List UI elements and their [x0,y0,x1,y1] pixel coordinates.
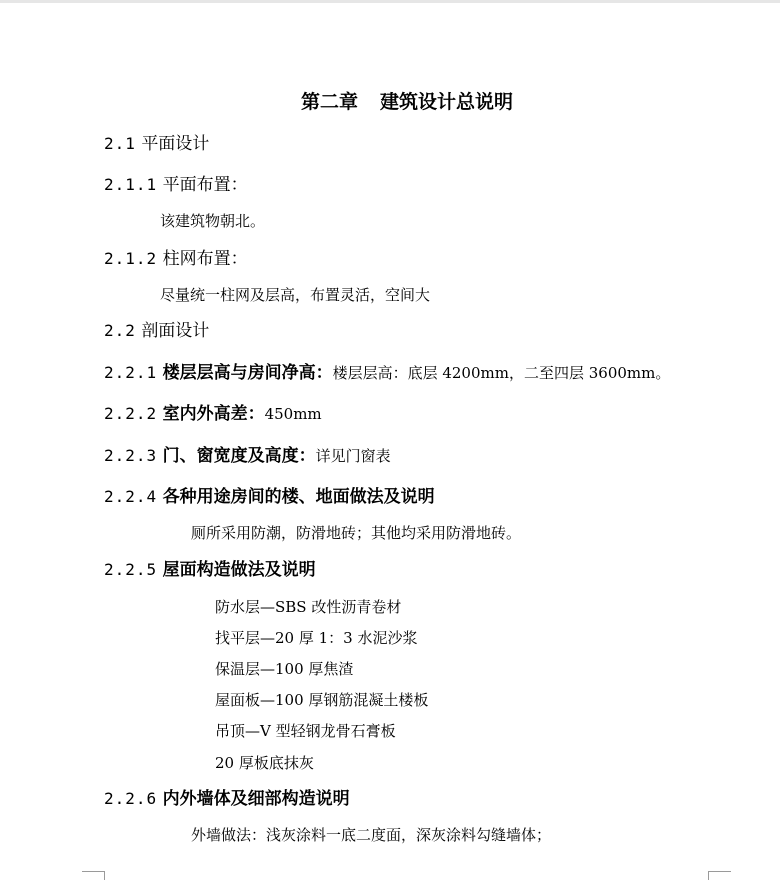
section-label: 屋面构造做法及说明 [162,560,316,580]
roof-layer-item: 保温层—100 厚焦渣 [215,660,354,678]
section-label: 内外墙体及细部构造说明 [162,789,350,809]
section-number: 2.1.2 [104,249,158,268]
section-number: 2.2.2 [104,404,158,423]
section-label: 平面布置： [162,175,248,195]
section-2-2-heading [104,323,209,340]
section-2-2-6-heading [104,791,350,808]
section-value: 详见门窗表 [315,447,391,465]
roof-layer-item: 20 厚板底抹灰 [215,754,314,772]
section-label: 柱网布置： [162,249,248,269]
section-label: 各种用途房间的楼、地面做法及说明 [162,487,435,507]
section-2-1-1-heading [104,177,248,194]
section-number: 2.2.5 [104,560,158,579]
section-label: 剖面设计 [141,321,210,341]
section-number: 2.1.1 [104,175,158,194]
section-number: 2.2.6 [104,789,158,808]
section-label: 门、窗宽度及高度： [162,446,316,466]
section-number: 2.2.4 [104,487,158,506]
section-label: 楼层层高与房间净高： [162,363,333,383]
page-corner-mark-right [708,871,731,880]
section-number: 2.1 [104,134,136,153]
section-2-2-1-heading [104,365,670,382]
roof-layer-item: 屋面板—100 厚钢筋混凝土楼板 [215,691,429,709]
chapter-title [301,93,513,112]
roof-layer-item: 防水层—SBS 改性沥青卷材 [215,598,402,616]
chapter-number: 第二章 [301,91,359,113]
section-2-1-2-body: 尽量统一柱网及层高，布置灵活，空间大 [160,286,431,304]
section-label: 室内外高差： [162,404,265,424]
section-number: 2.2.1 [104,363,158,382]
section-2-2-4-heading [104,489,435,506]
section-2-2-5-heading [104,562,316,579]
section-value: 450mm [264,405,322,423]
section-2-2-3-heading [104,448,391,465]
section-label: 平面设计 [141,134,210,154]
section-2-1-1-body: 该建筑物朝北。 [160,212,266,230]
section-2-1-heading [104,136,209,153]
section-2-2-2-heading [104,406,322,423]
page-corner-mark-left [82,871,105,880]
section-2-2-6-body: 外墙做法：浅灰涂料一底二度面，深灰涂料勾缝墙体； [191,826,552,844]
section-2-2-4-body: 厕所采用防潮，防滑地砖；其他均采用防滑地砖。 [191,524,522,542]
section-value: 楼层层高：底层 4200mm，二至四层 3600mm。 [332,364,671,382]
section-number: 2.2.3 [104,446,158,465]
roof-layer-item: 找平层—20 厚 1：3 水泥沙浆 [215,629,418,647]
section-number: 2.2 [104,321,136,340]
roof-layer-item: 吊顶—V 型轻钢龙骨石膏板 [215,722,396,740]
section-2-1-2-heading [104,251,248,268]
chapter-heading: 建筑设计总说明 [380,91,514,113]
